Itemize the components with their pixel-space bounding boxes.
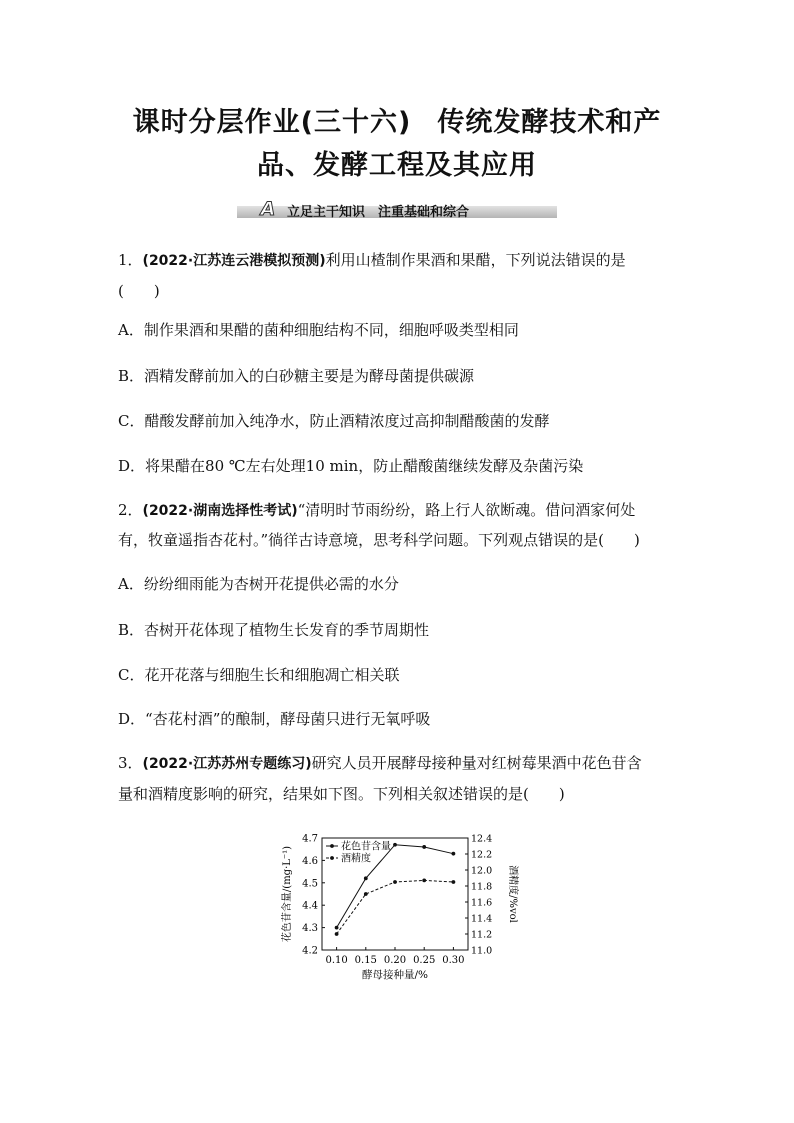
question-2-option-c: C．花开花落与细胞生长和细胞凋亡相关联 xyxy=(118,666,400,684)
right-tick-label: 12.0 xyxy=(471,865,493,877)
left-tick-label: 4.2 xyxy=(302,945,318,957)
question-text: “清明时节雨纷纷，路上行人欲断魂。借问酒家何处 xyxy=(297,501,636,519)
left-tick-label: 4.7 xyxy=(302,833,318,845)
left-tick-label: 4.5 xyxy=(302,878,318,890)
section-banner xyxy=(237,200,557,218)
left-tick-label: 4.6 xyxy=(302,855,318,867)
question-1-stem-cont: ( ) xyxy=(118,282,160,300)
question-2-option-b: B．杏树开花体现了植物生长发育的季节周期性 xyxy=(118,621,430,639)
data-point-series-1 xyxy=(335,926,339,930)
question-2-stem-cont: 有，牧童遥指杏花村。”徜徉古诗意境，思考科学问题。下列观点错误的是( ) xyxy=(118,531,640,549)
x-axis-label: 酵母接种量/% xyxy=(361,969,429,981)
legend-label-2: 酒精度 xyxy=(341,853,371,865)
question-1-option-c: C．醋酸发酵前加入纯净水，防止酒精浓度过高抑制醋酸菌的发酵 xyxy=(118,412,550,430)
data-point-series-1 xyxy=(422,845,426,849)
right-tick-label: 12.4 xyxy=(471,833,493,845)
question-2-stem xyxy=(118,500,635,521)
data-point-series-2 xyxy=(364,892,368,896)
title-part-a: 课时分层作业(三十六) xyxy=(132,107,412,138)
question-source: (2022·湖南选择性考试) xyxy=(142,503,298,519)
x-tick-label: 0.10 xyxy=(325,955,348,966)
question-text: 研究人员开展酵母接种量对红树莓果酒中花色苷含 xyxy=(311,754,642,772)
banner-text: 立足主干知识 注重基础和综合 xyxy=(287,205,470,220)
data-point-series-1 xyxy=(364,876,368,880)
question-1-option-b: B．酒精发酵前加入的白砂糖主要是为酵母菌提供碳源 xyxy=(118,367,475,385)
question-1-stem xyxy=(118,250,626,271)
yeast-inoculum-chart xyxy=(280,828,520,988)
left-tick-label: 4.4 xyxy=(302,900,318,912)
right-tick-label: 11.8 xyxy=(471,881,493,893)
left-tick-label: 4.3 xyxy=(302,923,318,935)
section-a-badge: A xyxy=(260,198,276,220)
x-tick-label: 0.30 xyxy=(442,955,465,966)
right-tick-label: 11.2 xyxy=(471,929,493,941)
right-axis-label: 酒精度/%vol xyxy=(507,865,518,923)
question-text: 利用山楂制作果酒和果醋，下列说法错误的是 xyxy=(325,251,626,269)
right-tick-label: 12.2 xyxy=(471,849,493,861)
title-part-b: 传统发酵技术和产 xyxy=(437,107,662,138)
question-number: 2． xyxy=(118,501,143,519)
x-tick-label: 0.25 xyxy=(413,955,436,966)
series-line-2 xyxy=(337,880,454,934)
question-3-stem xyxy=(118,753,642,774)
data-point-series-1 xyxy=(393,843,397,847)
right-tick-label: 11.6 xyxy=(471,897,493,909)
legend-label-1: 花色苷含量 xyxy=(341,841,391,853)
right-tick-label: 11.0 xyxy=(471,945,493,957)
data-point-series-2 xyxy=(422,879,426,883)
data-point-series-2 xyxy=(452,880,456,884)
page-title-line2: 品、发酵工程及其应用 xyxy=(257,150,537,181)
question-2-option-d: D．“杏花村酒”的酿制，酵母菌只进行无氧呼吸 xyxy=(118,710,431,728)
x-tick-label: 0.15 xyxy=(354,955,377,966)
question-3-stem-cont: 量和酒精度影响的研究，结果如下图。下列相关叙述错误的是( ) xyxy=(118,785,565,803)
left-axis-label: 花色苷含量/(mg·L⁻¹) xyxy=(282,845,293,943)
legend-marker-2 xyxy=(330,856,334,860)
legend-marker-1 xyxy=(330,844,334,848)
question-1-option-d: D．将果醋在80 ℃左右处理10 min，防止醋酸菌继续发酵及杂菌污染 xyxy=(118,457,584,475)
question-source: (2022·江苏连云港模拟预测) xyxy=(142,253,326,269)
right-tick-label: 11.4 xyxy=(471,913,493,925)
x-tick-label: 0.20 xyxy=(383,955,407,966)
question-number: 1． xyxy=(118,251,143,269)
data-point-series-1 xyxy=(452,852,456,856)
question-2-option-a: A．纷纷细雨能为杏树开花提供必需的水分 xyxy=(118,575,399,593)
data-point-series-2 xyxy=(393,880,397,884)
question-number: 3． xyxy=(118,754,143,772)
question-source: (2022·江苏苏州专题练习) xyxy=(142,756,312,772)
page-title-line1 xyxy=(0,100,794,139)
data-point-series-2 xyxy=(335,932,339,936)
question-1-option-a: A．制作果酒和果醋的菌种细胞结构不同，细胞呼吸类型相同 xyxy=(118,321,519,339)
